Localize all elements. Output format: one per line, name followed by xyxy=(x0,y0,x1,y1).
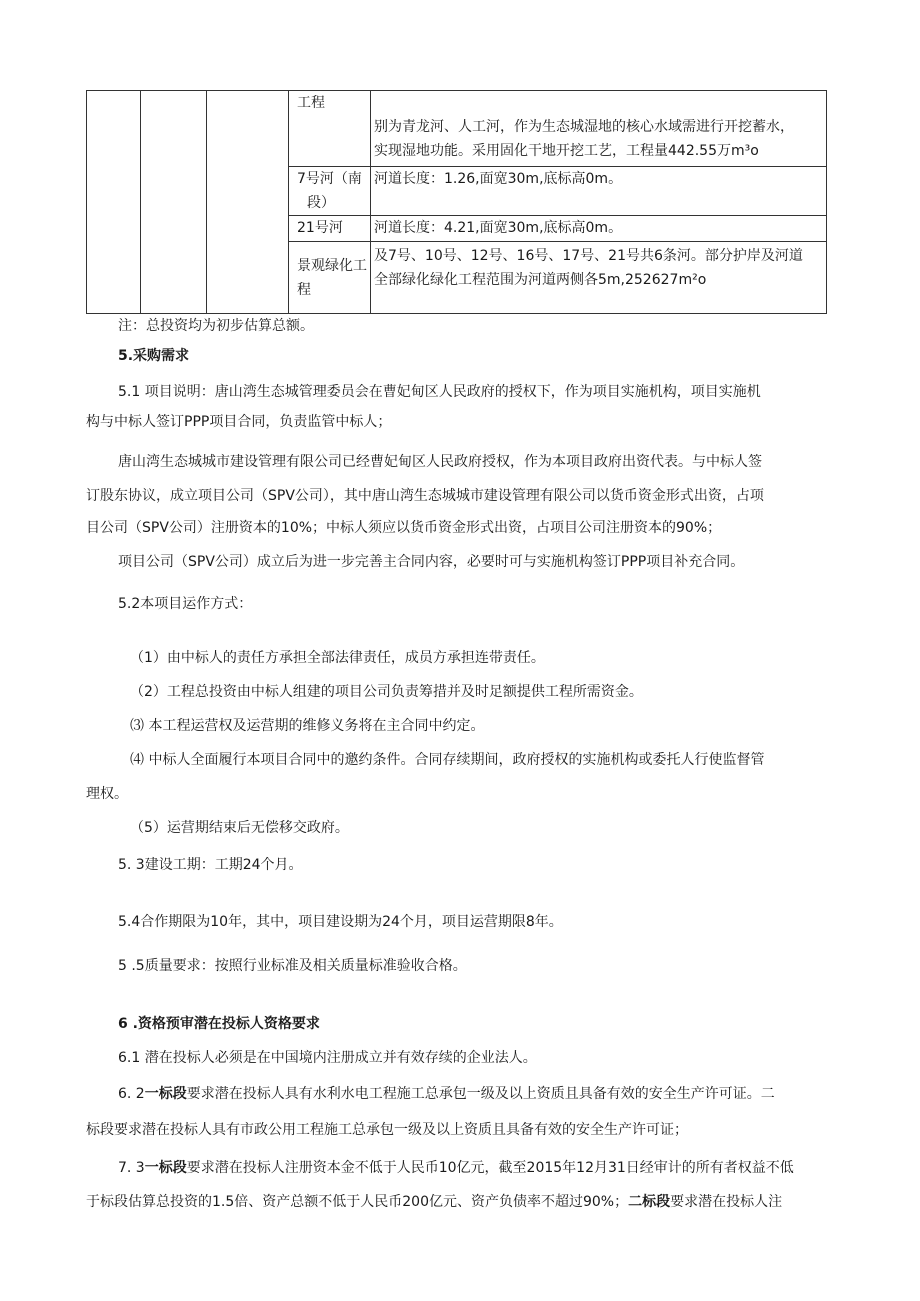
list-item: 理权。 xyxy=(86,786,128,802)
table-cell-desc: 别为青龙河、人工河，作为生态城湿地的核心水域需进行开挖蓄水， 实现湿地功能。采用固化干地开挖工艺，工程量442.55万m³o xyxy=(371,91,827,167)
paragraph: 7. 3一标段要求潜在投标人注册资本金不低于人民币10亿元，截至2015年12月31日经审计的所有者权益不低 xyxy=(118,1160,794,1176)
paragraph: 5.4合作期限为10年，其中，项目建设期为24个月，项目运营期限8年。 xyxy=(118,914,563,930)
table-cell-desc: 河道长度：1.26,面宽30m,底标高0m。 xyxy=(371,167,827,216)
paragraph: 5.1 项目说明：唐山湾生态城管理委员会在曹妃甸区人民政府的授权下，作为项目实施机构，项目实施机 xyxy=(118,384,761,400)
table-cell-empty xyxy=(141,91,207,314)
paragraph: 5 .5质量要求：按照行业标准及相关质量标准验收合格。 xyxy=(118,958,467,974)
paragraph: 6.1 潜在投标人必须是在中国境内注册成立并有效存续的企业法人。 xyxy=(118,1050,537,1066)
paragraph: 构与中标人签订PPP项目合同，负责监管中标人； xyxy=(86,414,392,430)
paragraph: 标段要求潜在投标人具有市政公用工程施工总承包一级及以上资质且具备有效的安全生产许可证； xyxy=(86,1122,688,1138)
list-item: ⑷ 中标人全面履行本项目合同中的邀约条件。合同存续期间，政府授权的实施机构或委托人行使监督管 xyxy=(130,752,765,768)
paragraph: 6. 2一标段要求潜在投标人具有水利水电工程施工总承包一级及以上资质且具备有效的安全生产许可证。二 xyxy=(118,1086,775,1102)
list-item: （1）由中标人的责任方承担全部法律责任，成员方承担连带责任。 xyxy=(130,650,545,666)
table-cell-desc: 及7号、10号、12号、16号、17号、21号共6条河。部分护岸及河道 全部绿化绿化工程范围为河道两侧各5m,252627m²o xyxy=(371,242,827,314)
paragraph: 5. 3建设工期：工期24个月。 xyxy=(118,857,303,873)
list-item: ⑶ 本工程运营权及运营期的维修义务将在主合同中约定。 xyxy=(130,718,485,734)
note: 注：总投资均为初步估算总额。 xyxy=(118,318,314,334)
table-cell-item: 工程 xyxy=(289,91,371,167)
paragraph: 于标段估算总投资的1.5倍、资产总额不低于人民币200亿元、资产负债率不超过90%；二标段要求潜在投标人注 xyxy=(86,1194,783,1210)
table-cell-item: 景观绿化工 程 xyxy=(289,242,371,314)
paragraph: 目公司（SPV公司）注册资本的10%；中标人须应以货币资金形式出资，占项目公司注册资本的90%； xyxy=(86,520,722,536)
section-heading: 5.采购需求 xyxy=(118,348,190,364)
list-item: （5）运营期结束后无偿移交政府。 xyxy=(130,820,349,836)
table-cell-item: 7号河（南 段） xyxy=(289,167,371,216)
project-table xyxy=(86,90,827,314)
table-cell-empty xyxy=(87,91,141,314)
paragraph: 5.2本项目运作方式： xyxy=(118,596,253,612)
paragraph: 订股东协议，成立项目公司（SPV公司），其中唐山湾生态城城市建设管理有限公司以货币资金形式出资，占项 xyxy=(86,488,764,504)
table-cell-empty xyxy=(207,91,289,314)
paragraph: 唐山湾生态城城市建设管理有限公司已经曹妃甸区人民政府授权，作为本项目政府出资代表。与中标人签 xyxy=(118,454,762,470)
table-cell-desc: 河道长度：4.21,面宽30m,底标高0m。 xyxy=(371,216,827,242)
table-cell-item: 21号河 xyxy=(289,216,371,242)
list-item: （2）工程总投资由中标人组建的项目公司负责筹措并及时足额提供工程所需资金。 xyxy=(130,684,643,700)
table-row xyxy=(87,91,827,167)
paragraph: 项目公司（SPV公司）成立后为进一步完善主合同内容，必要时可与实施机构签订PPP项目补充合同。 xyxy=(118,554,745,570)
section-heading: 6 .资格预审潜在投标人资格要求 xyxy=(118,1016,320,1032)
